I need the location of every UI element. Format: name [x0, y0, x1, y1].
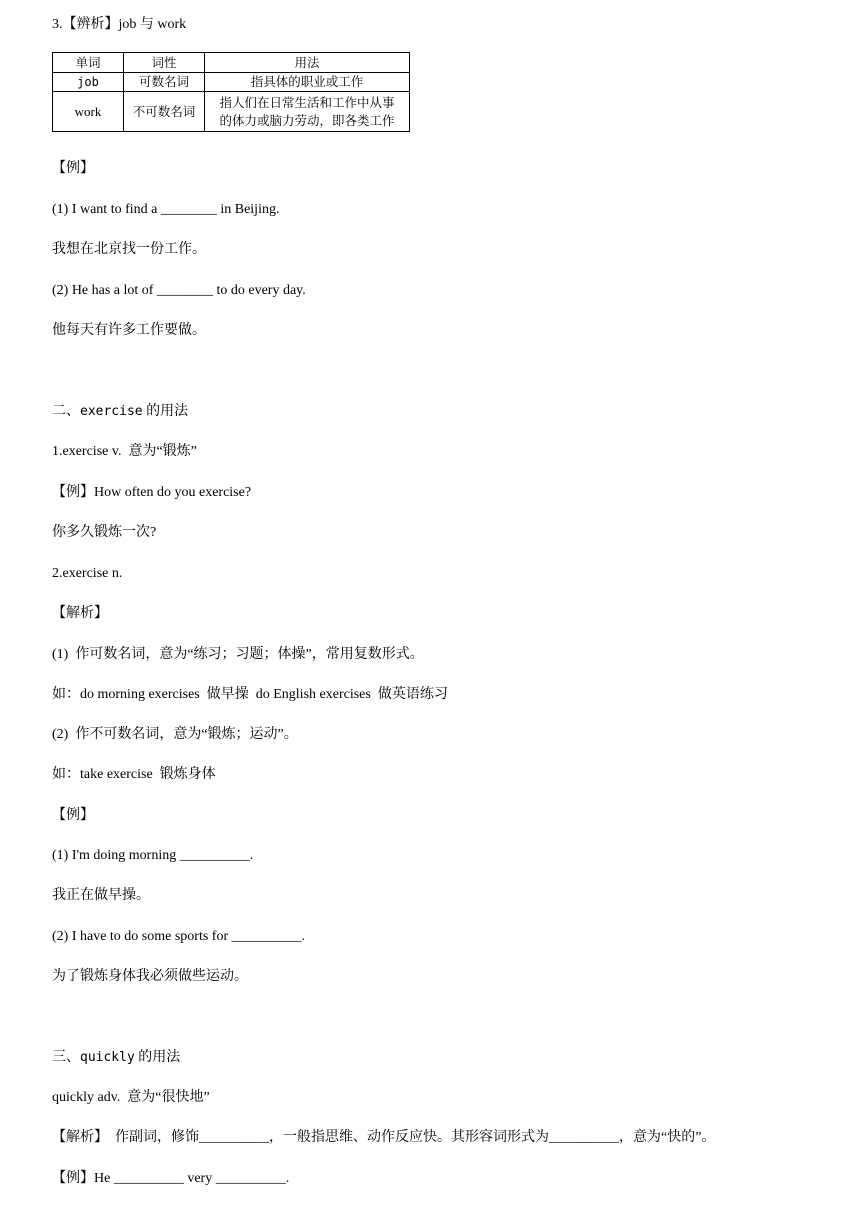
- cell-pos: 不可数名词: [124, 92, 205, 132]
- heading-suffix: 的用法: [142, 404, 189, 419]
- example-sentence: (1) I want to find a ________ in Beijing.: [52, 202, 280, 217]
- heading-keyword: exercise: [80, 404, 143, 419]
- cell-pos: 可数名词: [124, 73, 205, 92]
- example-sentence: 【例】How often do you exercise?: [52, 485, 252, 500]
- section-3-heading: [52, 1049, 180, 1067]
- example-sentence: 【例】He __________ very __________.: [52, 1171, 290, 1186]
- cell-word: job: [53, 73, 124, 92]
- heading-suffix: 的用法: [134, 1050, 181, 1065]
- cell-use: 指具体的职业或工作: [205, 73, 410, 92]
- example-translation: 你多久锻炼一次?: [52, 525, 157, 540]
- cell-word: work: [53, 92, 124, 132]
- heading-number: 三、: [52, 1050, 80, 1065]
- definition-line: 2.exercise n.: [52, 566, 123, 581]
- example-label: 【例】: [52, 808, 94, 823]
- example-sentence: (2) He has a lot of ________ to do every day.: [52, 283, 306, 298]
- definition-line: quickly adv. 意为“很快地”: [52, 1090, 210, 1105]
- heading-number: 二、: [52, 404, 80, 419]
- analysis-point: (2) 作不可数名词，意为“锻炼；运动”。: [52, 727, 298, 742]
- example-translation: 我正在做早操。: [52, 888, 150, 903]
- header-pos: 词性: [124, 53, 205, 73]
- analysis-label: 【解析】: [52, 606, 108, 621]
- example-translation: 我想在北京找一份工作。: [52, 242, 206, 257]
- analysis-point: (1) 作可数名词，意为“练习；习题；体操”，常用复数形式。: [52, 647, 424, 662]
- example-translation: 他每天有许多工作要做。: [52, 323, 206, 338]
- analysis-line: 【解析】 作副词，修饰__________，一般指思维、动作反应快。其形容词形式为__________，意为“快的”。: [52, 1130, 716, 1145]
- table-header-row: [53, 53, 410, 73]
- cell-use-line-2: 的体力或脑力劳动，即各类工作: [219, 112, 395, 128]
- example-sentence: (2) I have to do some sports for __________.: [52, 929, 306, 944]
- analysis-example: 如：do morning exercises 做早操 do English exercises 做英语练习: [52, 687, 448, 702]
- table-row: [53, 92, 410, 132]
- example-translation: 为了锻炼身体我必须做些运动。: [52, 969, 248, 984]
- cell-use: [205, 92, 410, 132]
- cell-use-line-1: 指人们在日常生活和工作中从事: [219, 94, 395, 110]
- header-word: 单词: [53, 53, 124, 73]
- definition-line: 1.exercise v. 意为“锻炼”: [52, 444, 197, 459]
- table-row: [53, 73, 410, 92]
- title-text: job 与 work: [118, 17, 187, 32]
- section-2-heading: [52, 403, 188, 421]
- example-label: 【例】: [52, 161, 94, 176]
- section-3-title: [52, 16, 186, 34]
- title-mark: 【辨析】: [62, 17, 119, 32]
- heading-keyword: quickly: [80, 1050, 135, 1065]
- title-number: 3.: [52, 17, 63, 32]
- example-sentence: (1) I'm doing morning __________.: [52, 848, 254, 863]
- analysis-example: 如：take exercise 锻炼身体: [52, 767, 216, 782]
- header-use: 用法: [205, 53, 410, 73]
- job-work-table: [52, 52, 410, 132]
